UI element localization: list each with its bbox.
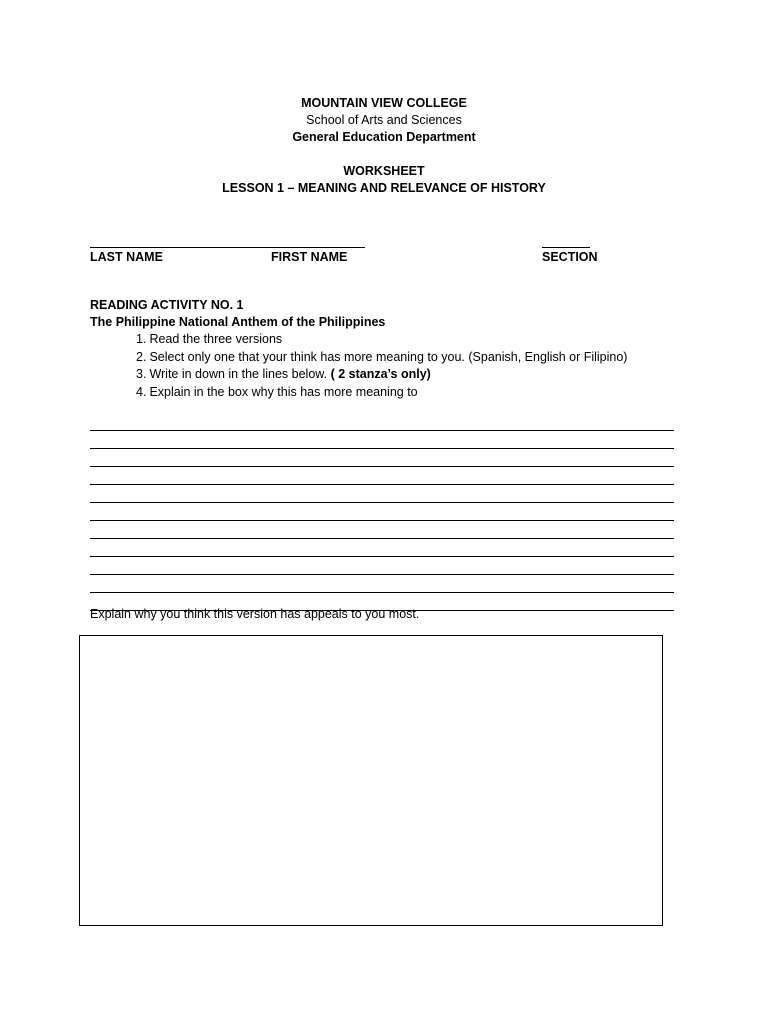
writing-line[interactable] [90, 503, 674, 521]
department-name: General Education Department [292, 130, 476, 144]
writing-line[interactable] [90, 485, 674, 503]
instruction-text: Explain in the box why this has more meaning to [149, 384, 418, 399]
writing-line[interactable] [90, 431, 674, 449]
document-type: WORKSHEET [343, 164, 425, 178]
instruction-emphasis: ( 2 stanza’s only) [330, 367, 431, 381]
school-name: School of Arts and Sciences [306, 113, 462, 127]
instruction-list [136, 331, 627, 401]
instruction-item [136, 349, 627, 367]
institution-name: MOUNTAIN VIEW COLLEGE [301, 96, 467, 110]
section-label: SECTION [542, 250, 598, 264]
anthem-writing-lines [90, 413, 674, 611]
instruction-text: Read the three versions [149, 332, 283, 346]
instruction-number: 2. [136, 349, 147, 364]
name-blank-line[interactable] [90, 247, 365, 248]
first-name-label: FIRST NAME [271, 250, 348, 264]
writing-line[interactable] [90, 557, 674, 575]
instruction-text: Select only one that your think has more meaning to you. (Spanish, English or Filipino) [149, 349, 628, 364]
instruction-number: 4. [136, 384, 147, 399]
explanation-answer-box[interactable] [79, 635, 663, 926]
instruction-item [136, 331, 627, 349]
instruction-text: Write in down in the lines below. [149, 367, 331, 381]
section-blank-line[interactable] [542, 247, 590, 248]
writing-line[interactable] [90, 539, 674, 557]
instruction-item [136, 384, 627, 402]
activity-subtitle: The Philippine National Anthem of the Philippines [90, 315, 386, 329]
writing-line[interactable] [90, 575, 674, 593]
instruction-number: 1. [136, 332, 147, 346]
instruction-number: 3. [136, 367, 147, 381]
lesson-title: LESSON 1 – MEANING AND RELEVANCE OF HISTORY [222, 181, 546, 195]
writing-line[interactable] [90, 449, 674, 467]
writing-line[interactable] [90, 521, 674, 539]
explain-prompt: Explain why you think this version has appeals to you most. [90, 607, 420, 621]
writing-line[interactable] [90, 413, 674, 431]
activity-title: READING ACTIVITY NO. 1 [90, 298, 244, 312]
instruction-item [136, 366, 627, 384]
last-name-label: LAST NAME [90, 250, 163, 264]
writing-line[interactable] [90, 467, 674, 485]
